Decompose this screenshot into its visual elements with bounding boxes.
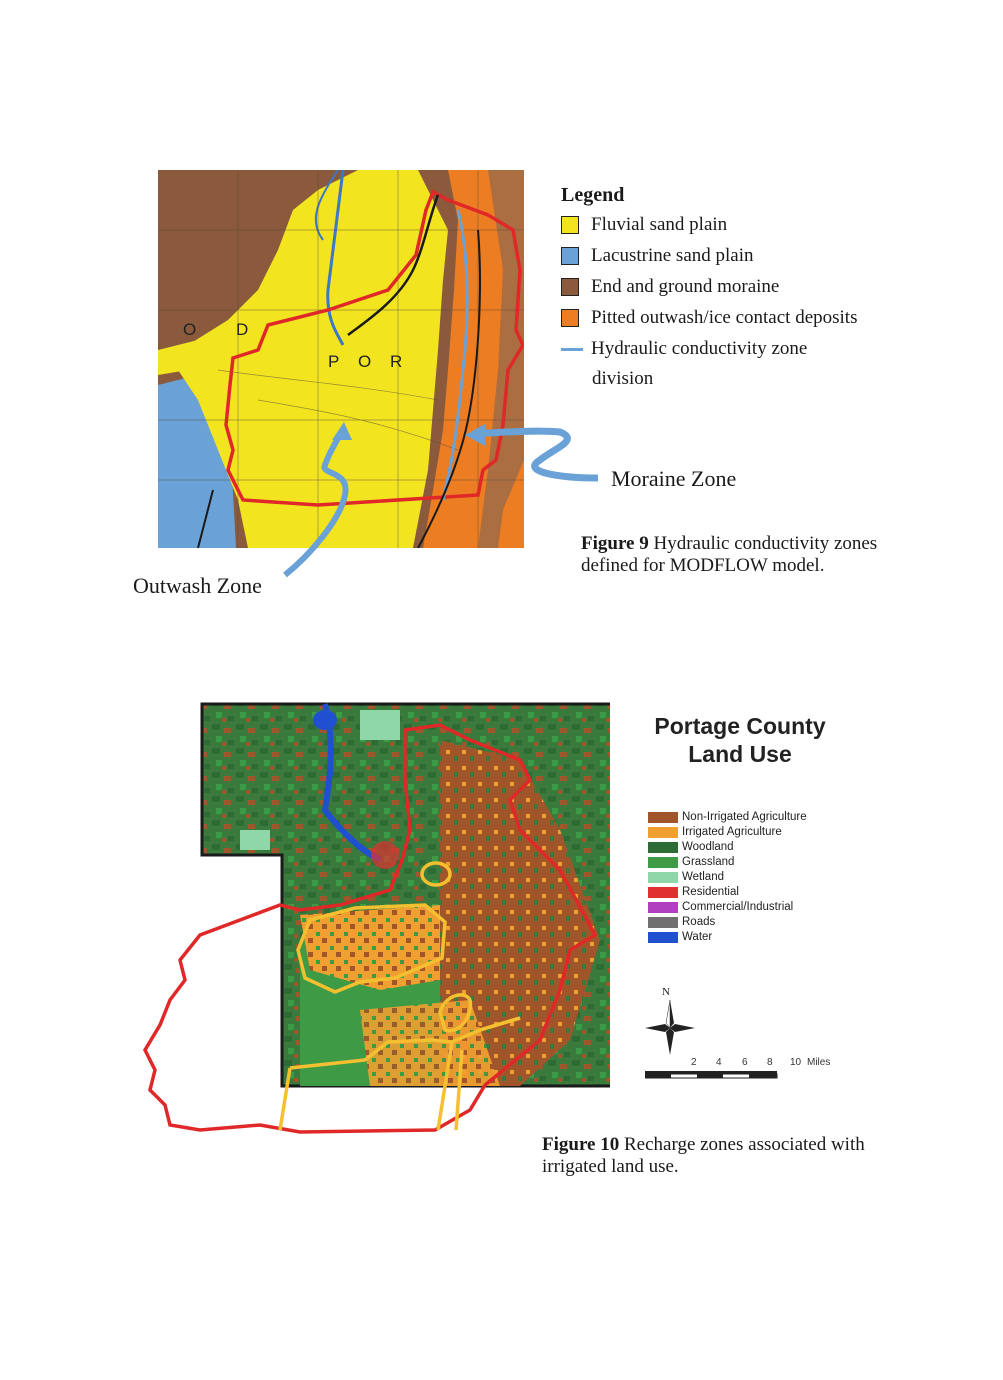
legend-label: Lacustrine sand plain [591, 245, 754, 266]
north-label: N [662, 986, 670, 998]
land-use-legend-item [648, 856, 734, 868]
outwash-zone-label: Outwash Zone [133, 573, 262, 598]
fluvial-swatch [561, 216, 579, 234]
water-swatch [648, 932, 678, 943]
land-use-title-line1: Portage County [654, 713, 826, 739]
commercial-swatch [648, 902, 678, 913]
scale-unit: Miles [807, 1057, 831, 1068]
woodland-swatch [648, 842, 678, 853]
scale-tick: 10 [790, 1057, 802, 1068]
legend-label: Woodland [682, 841, 734, 853]
roads-swatch [648, 917, 678, 928]
legend-item-division-line [561, 338, 807, 360]
figure10-caption-text2: irrigated land use. [542, 1156, 679, 1177]
wetland-swatch [648, 872, 678, 883]
figure9-caption-text1: Hydraulic conductivity zones [653, 533, 878, 554]
map-letter-o2: O [358, 352, 372, 371]
land-use-legend-item [648, 931, 712, 943]
figure9-caption-label: Figure 9 [581, 533, 649, 554]
legend-label: Pitted outwash/ice contact deposits [591, 307, 858, 328]
legend-item-lacustrine [561, 245, 754, 267]
land-use-legend-item [648, 826, 782, 838]
land-use-legend-item [648, 811, 807, 823]
land-use-title-line2: Land Use [688, 741, 792, 767]
legend-item-moraine [561, 276, 779, 298]
legend-title: Legend [561, 184, 625, 206]
legend-label: Non-Irrigated Agriculture [682, 811, 807, 823]
legend-label: Fluvial sand plain [591, 214, 728, 235]
map-letter-r: R [390, 352, 403, 371]
land-use-legend-item [648, 916, 715, 928]
grassland-swatch [648, 857, 678, 868]
legend-label: Residential [682, 886, 739, 898]
legend-label: Hydraulic conductivity zone [591, 338, 808, 359]
legend-label: Commercial/Industrial [682, 901, 794, 913]
legend-item-fluvial [561, 214, 727, 236]
non-irrigated-swatch [648, 812, 678, 823]
scale-tick: 4 [716, 1057, 722, 1068]
legend-label: Wetland [682, 871, 724, 883]
moraine-zone-label: Moraine Zone [611, 466, 737, 491]
map-letter-o1: O [183, 320, 197, 339]
north-arrow-icon [645, 1000, 695, 1055]
figure9-caption-text2: defined for MODFLOW model. [581, 555, 825, 576]
land-use-legend-item [648, 841, 734, 853]
scale-bar-graphic [645, 1071, 780, 1081]
map-letter-p: P [328, 352, 340, 371]
lacustrine-swatch [561, 247, 579, 265]
division-line-swatch [561, 348, 583, 351]
scale-tick: 6 [742, 1057, 748, 1068]
legend-label: Water [682, 931, 713, 943]
land-use-legend-item [648, 871, 724, 883]
irrigated-swatch [648, 827, 678, 838]
moraine-swatch [561, 278, 579, 296]
legend-label: Irrigated Agriculture [682, 826, 782, 838]
legend-item-pitted-outwash [561, 307, 857, 329]
legend-label: Roads [682, 916, 716, 928]
pitted-outwash-swatch [561, 309, 579, 327]
residential-swatch [648, 887, 678, 898]
land-use-legend-item [648, 886, 739, 898]
figure10-caption-text1: Recharge zones associated with [623, 1134, 865, 1155]
figure10-caption-label: Figure 10 [542, 1134, 620, 1155]
scale-tick: 2 [691, 1057, 697, 1068]
legend-label: Grassland [682, 856, 735, 868]
figure9-caption [581, 533, 877, 577]
land-use-title [610, 712, 870, 768]
figure10-caption [542, 1134, 865, 1178]
map-letter-d: D [236, 320, 249, 339]
land-use-legend-item [648, 901, 793, 913]
scale-tick: 8 [767, 1057, 773, 1068]
legend-label: End and ground moraine [591, 276, 780, 297]
land-use-map [140, 700, 610, 1140]
legend-label-cont: division [592, 368, 654, 389]
